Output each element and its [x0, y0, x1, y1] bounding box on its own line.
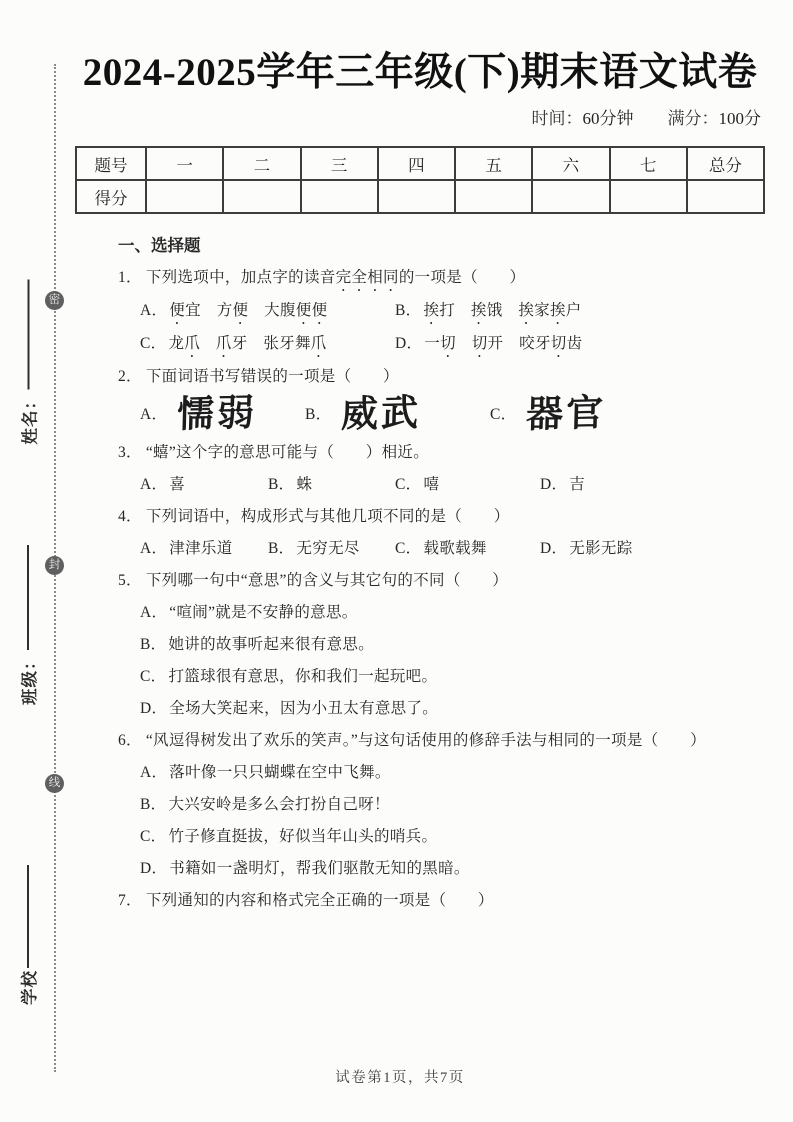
option-label: B． [140, 796, 167, 813]
option-text: 载歌载舞 [423, 540, 487, 557]
class-label: 班级： [20, 652, 39, 705]
score-blank-cell [223, 180, 300, 213]
option-label: B． [395, 302, 422, 319]
question [118, 501, 758, 565]
score-blank-cell [532, 180, 609, 213]
question-stem: 1． 下列选项中，加点字的读音完全相同的一项是（ ） [118, 269, 526, 286]
score-table-label-cell: 题号 [76, 147, 146, 180]
option-text-handwritten: 懦弱 [176, 392, 258, 437]
option-label: D． [140, 700, 168, 717]
option-label: C． [395, 540, 422, 557]
option-label: C． [490, 406, 517, 423]
student-name-label: 姓名： [20, 392, 40, 445]
option-text: 无穷无尽 [296, 540, 360, 557]
time-label: 时间： [531, 109, 583, 128]
score-table-header-cell: 六 [532, 147, 609, 180]
option [140, 295, 395, 328]
option-label: C． [140, 335, 167, 352]
option [140, 328, 395, 361]
seal-char-mi: 密 [45, 291, 64, 310]
class-field [17, 545, 39, 705]
question [118, 565, 758, 725]
option-text: 一切 切开 咬牙切齿 [424, 335, 583, 352]
student-name-underline [28, 280, 30, 391]
question-stem: 6． “风逗得树发出了欢乐的笑声。”与这句话使用的修辞手法与相同的一项是（ ） [118, 732, 706, 749]
class-underline [27, 545, 29, 651]
fullscore-label: 满分： [667, 109, 719, 128]
option-text: 打篮球很有意思，你和我们一起玩吧。 [168, 668, 438, 685]
score-blank-cell [146, 180, 223, 213]
option [140, 393, 305, 437]
score-table-score-row [76, 180, 764, 213]
school-label: 学校 [20, 970, 39, 1005]
page-title: 2024-2025学年三年级(下)期末语文试卷 [82, 51, 758, 94]
option-text: 书籍如一盏明灯，帮我们驱散无知的黑暗。 [169, 860, 470, 877]
score-table-header-cell: 七 [610, 147, 687, 180]
option-label: A． [140, 302, 168, 319]
score-blank-cell [610, 180, 687, 213]
option-text: 喜 [169, 476, 186, 493]
school-field [17, 865, 39, 1005]
score-table [75, 146, 765, 214]
question-stem: 3． “蟢”这个字的意思可能与（ ）相近。 [118, 444, 430, 461]
option [140, 533, 268, 565]
exam-meta [75, 106, 765, 132]
options [118, 533, 758, 565]
score-table-header-cell: 三 [301, 147, 378, 180]
question-stem: 4． 下列词语中，构成形式与其他几项不同的是（ ） [118, 508, 510, 525]
options [118, 295, 758, 361]
option-text-handwritten: 威武 [340, 392, 422, 437]
score-table-header-cell: 四 [378, 147, 455, 180]
options [118, 757, 758, 885]
question-number: 1． [118, 269, 142, 286]
option-text: 吉 [569, 476, 586, 493]
paper-content [75, 0, 765, 917]
option-label: B． [305, 406, 332, 423]
option-text-handwritten: 器官 [525, 392, 607, 437]
option-label: D． [540, 476, 568, 493]
option [140, 469, 268, 501]
option [395, 469, 540, 501]
section-heading: 一、选择题 [118, 236, 201, 255]
score-blank-cell [378, 180, 455, 213]
question-number: 7． [118, 892, 142, 909]
option-text: 她讲的故事听起来很有意思。 [168, 636, 375, 653]
option-text: 竹子修直挺拔，好似当年山头的哨兵。 [168, 828, 438, 845]
question-number: 5． [118, 572, 142, 589]
option [140, 693, 758, 725]
option-label: A． [140, 476, 168, 493]
question-stem: 2． 下面词语书写错误的一项是（ ） [118, 368, 399, 385]
question [118, 262, 758, 361]
options [118, 597, 758, 725]
option [395, 328, 758, 361]
option-text: 全场大笑起来，因为小丑太有意思了。 [169, 700, 439, 717]
question [118, 361, 758, 437]
option-text: “喧闹”就是不安静的意思。 [169, 604, 358, 621]
option [140, 757, 758, 789]
question [118, 437, 758, 501]
question [118, 885, 758, 917]
option-label: B． [268, 540, 295, 557]
option-label: A． [140, 540, 168, 557]
score-table-header-cell: 一 [146, 147, 223, 180]
questions [118, 262, 758, 917]
option-label: A． [140, 764, 168, 781]
question-number: 6． [118, 732, 142, 749]
question-number: 2． [118, 368, 142, 385]
score-table-header-cell: 总分 [687, 147, 764, 180]
options [118, 393, 758, 437]
option-label: A． [140, 604, 168, 621]
question-number: 3． [118, 444, 142, 461]
option-text: 蛛 [296, 476, 313, 493]
option [268, 533, 395, 565]
option-label: C． [140, 828, 167, 845]
option-text: 便宜 方便 大腹便便 [169, 302, 328, 319]
option-label: B． [140, 636, 167, 653]
seal-char-xian: 线 [45, 774, 64, 793]
option-label: C． [395, 476, 422, 493]
option [395, 533, 540, 565]
option-label: D． [540, 540, 568, 557]
score-blank-cell [455, 180, 532, 213]
option [140, 853, 758, 885]
option [540, 533, 758, 565]
score-table-header-row [76, 147, 764, 180]
option [395, 295, 758, 328]
option [140, 629, 758, 661]
option-text: 落叶像一只只蝴蝶在空中飞舞。 [169, 764, 391, 781]
fullscore-value: 100分 [718, 109, 761, 128]
question-stem: 5． 下列哪一句中“意思”的含义与其它句的不同（ ） [118, 572, 509, 589]
score-blank-cell [301, 180, 378, 213]
option-text: 津津乐道 [169, 540, 233, 557]
option [140, 821, 758, 853]
time-value: 60分钟 [582, 109, 634, 128]
score-blank-cell [687, 180, 764, 213]
question-stem: 7． 下列通知的内容和格式完全正确的一项是（ ） [118, 892, 494, 909]
option [140, 789, 758, 821]
seal-char-feng: 封 [45, 556, 64, 575]
score-row-label-cell: 得分 [76, 180, 146, 213]
option [305, 393, 490, 437]
option-text: 无影无踪 [569, 540, 633, 557]
option-label: D． [395, 335, 423, 352]
score-table-header-cell: 二 [223, 147, 300, 180]
option [140, 661, 758, 693]
school-underline [27, 865, 29, 968]
page-footer: 试卷第1页，共7页 [335, 1070, 465, 1086]
option-label: A． [140, 406, 168, 423]
options [118, 469, 758, 501]
option [540, 469, 758, 501]
question [118, 725, 758, 885]
student-name-field [18, 280, 40, 445]
option-label: D． [140, 860, 168, 877]
option-text: 大兴安岭是多么会打扮自己呀！ [168, 796, 390, 813]
score-table-header-cell: 五 [455, 147, 532, 180]
option-label: C． [140, 668, 167, 685]
option [140, 597, 758, 629]
question-number: 4． [118, 508, 142, 525]
option [268, 469, 395, 501]
option-text: 嘻 [423, 476, 440, 493]
option-label: B． [268, 476, 295, 493]
option-text: 龙爪 爪牙 张牙舞爪 [168, 335, 327, 352]
option [490, 393, 606, 437]
option-text: 挨打 挨饿 挨家挨户 [423, 302, 582, 319]
